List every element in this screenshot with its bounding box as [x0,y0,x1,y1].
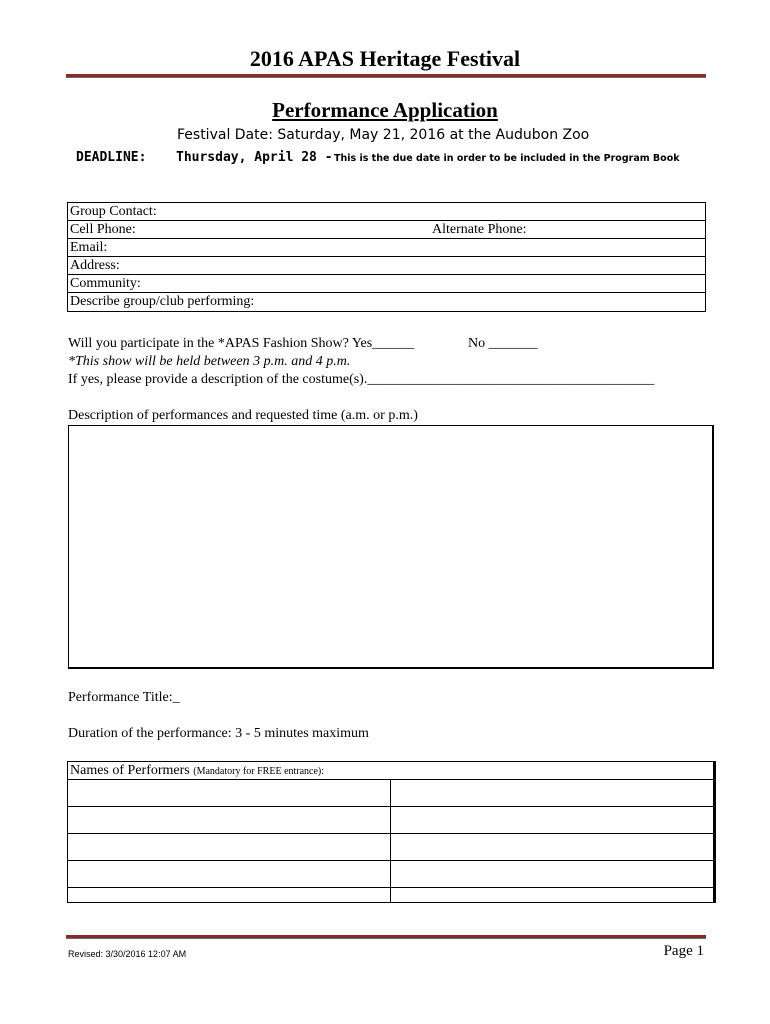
header-divider [66,74,706,78]
cell-phone-field[interactable] [68,221,705,239]
table-row [68,780,713,807]
costume-description-prompt: If yes, please provide a description of the costume(s)._________________________________________ [68,372,655,387]
describe-group-label: Describe group/club performing: [70,294,255,309]
performer-name-cell[interactable] [68,807,391,833]
fashion-show-question: Will you participate in the *APAS Fashion Show? Yes______ [68,336,415,351]
duration-label: Duration of the performance: 3 - 5 minutes maximum [68,726,369,741]
performer-name-cell[interactable] [68,780,391,806]
performer-name-cell[interactable] [391,861,713,887]
performer-name-cell[interactable] [391,888,713,902]
address-label: Address: [70,258,120,273]
page-number: Page 1 [663,943,704,959]
document-title: 2016 APAS Heritage Festival [249,46,521,71]
festival-date: Festival Date: Saturday, May 21, 2016 at the Audubon Zoo [177,127,590,143]
email-label: Email: [70,240,108,255]
performers-header-note: (Mandatory for FREE entrance): [193,766,325,777]
group-contact-label: Group Contact: [70,204,157,219]
table-row [68,888,713,902]
performance-title-label: Performance Title:_ [68,690,180,705]
table-row [68,861,713,888]
address-field[interactable] [68,257,705,275]
deadline-date: Thursday, April 28 - [176,150,333,165]
performer-name-cell[interactable] [68,861,391,887]
performer-name-cell[interactable] [68,888,391,902]
email-field[interactable] [68,239,705,257]
revision-date: Revised: 3/30/2016 12:07 AM [68,949,187,959]
performance-description-label: Description of performances and requested time (a.m. or p.m.) [68,408,418,423]
performers-table-header [68,762,713,780]
fashion-show-no-option: No _______ [468,336,538,351]
table-row [68,807,713,834]
performance-description-box[interactable] [68,425,714,669]
performer-name-cell[interactable] [391,834,713,860]
community-field[interactable] [68,275,705,293]
footer-divider [66,935,706,939]
deadline-label: DEADLINE: [76,150,147,165]
describe-group-field[interactable] [68,293,705,311]
alternate-phone-label: Alternate Phone: [432,222,527,237]
performer-name-cell[interactable] [391,780,713,806]
table-row [68,834,713,861]
community-label: Community: [70,276,141,291]
performer-name-cell[interactable] [391,807,713,833]
document-subtitle: Performance Application [272,98,498,122]
cell-phone-label: Cell Phone: [70,222,136,237]
performers-table [67,761,716,903]
performer-name-cell[interactable] [68,834,391,860]
fashion-show-note: *This show will be held between 3 p.m. and 4 p.m. [68,354,351,369]
group-contact-field[interactable] [68,203,705,221]
performers-header-label: Names of Performers [70,763,194,778]
contact-table [67,202,706,312]
deadline-note: This is the due date in order to be included in the Program Book [334,153,680,164]
